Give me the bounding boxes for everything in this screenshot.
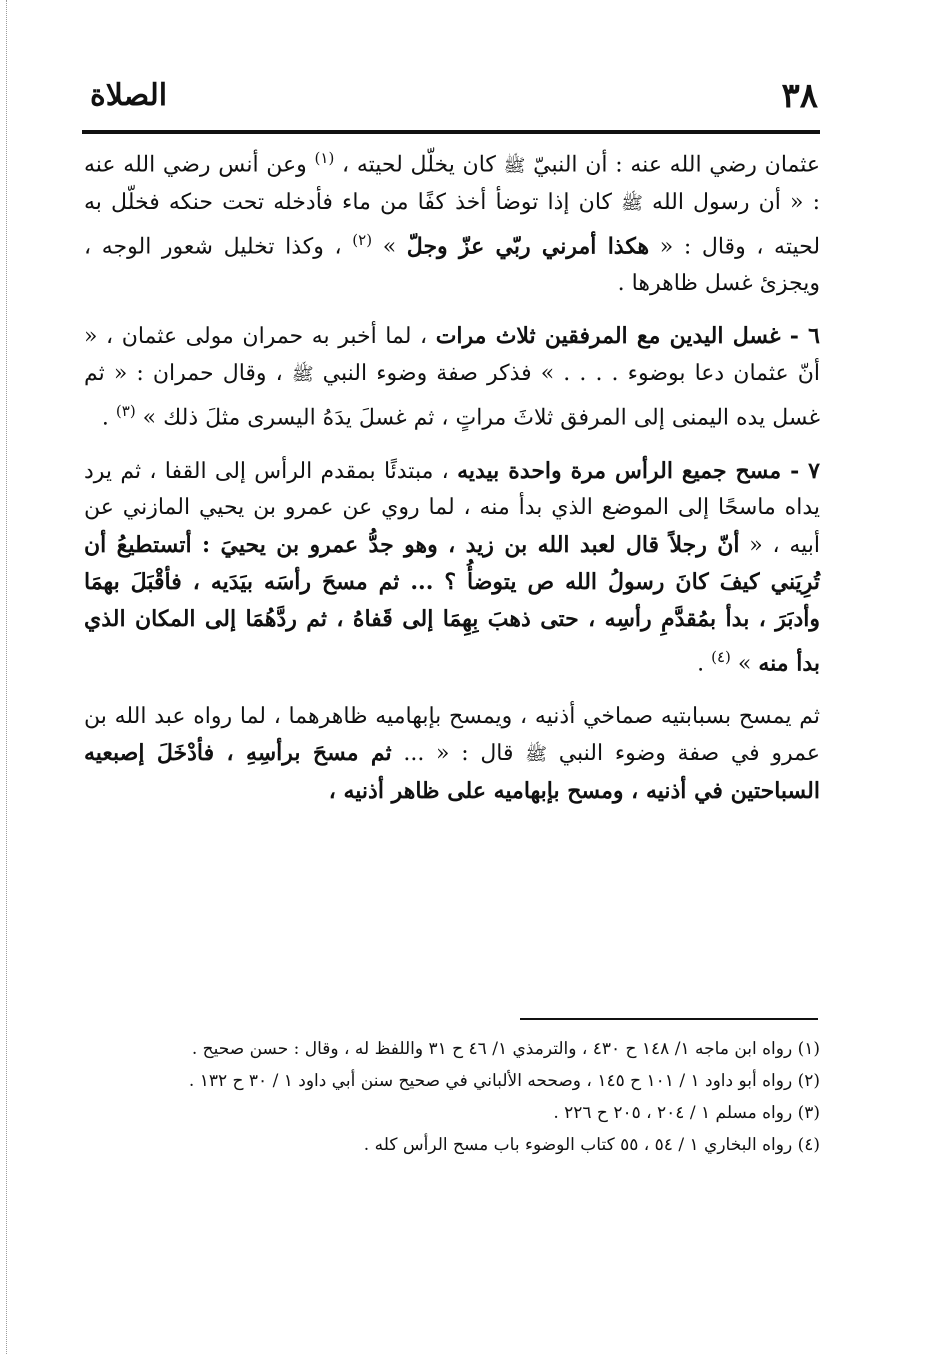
section-heading-7: ٧ - مسح جميع الرأس مرة واحدة بيديه	[457, 457, 820, 484]
paragraph-4	[84, 699, 820, 811]
text-run: وعن أنس رضي الله عنه : « أن رسول الله	[84, 152, 821, 215]
footnote-ref-2: (٢)	[352, 231, 373, 250]
footnote-ref-4: (٤)	[711, 647, 731, 666]
text-run: »	[737, 651, 752, 677]
main-text	[84, 140, 820, 811]
paragraph-2	[84, 318, 820, 437]
quoted-hadith: أنّ رجلاً قال لعبد الله بن زيد ، وهو جدُّ عمرو بن يحييَ : أتستطيعُ أن تُرِيَني كيفَ كانَ رسولُ الله ص يتوضأُ ؟ ... ثم مسحَ رأسَه بيَدَيه ، فأقْبَلَ بهمَا وأدبَرَ ، بدأ بمُقدَّمِ رأسِه ، حتى ذهبَ بِهِمَا إلى قَفاهُ ، ثم ردَّهُمَا إلى المكان الذي بدأ منه	[84, 531, 820, 677]
text-run: ، مبتدئًا بمقدم الرأس إلى القفا ، ثم يرد يداه ماسحًا إلى الموضع الذي بدأ منه ، لما روي عن عمرو بن يحيي المازني عن أبيه ، «	[84, 458, 820, 558]
footnote-4: (٤) رواه البخاري ١ / ٥٤ ، ٥٥ كتاب الوضوء باب مسح الرأس كله .	[363, 1135, 820, 1155]
salla-symbol: ﷺ	[525, 744, 547, 765]
text-run: عثمان رضي الله عنه : أن النبيّ	[533, 152, 821, 178]
text-run: كان يخلّل لحيته ،	[342, 152, 496, 178]
footnotes	[84, 1034, 820, 1162]
footnote-3: (٣) رواه مسلم ١ / ٢٠٤ ، ٢٠٥ ح ٢٢٦ .	[553, 1103, 820, 1123]
text-run: قال : « ...	[403, 741, 514, 766]
text-run: ، لما أخبر به حمران مولى عثمان ، « أنّ عثمان دعا بوضوء . . . . » فذكر صفة وضوء النبي	[84, 324, 820, 386]
text-run: ، وكذا تخليل شعور الوجه ، ويجزئ غسل ظاهرها .	[84, 234, 820, 296]
salla-symbol: ﷺ	[621, 192, 643, 214]
section-heading-6: ٦ - غسل اليدين مع المرفقين ثلاث مرات	[435, 323, 820, 350]
footnote-2: (٢) رواه أبو داود ١ / ١٠١ ح ١٤٥ ، وصححه الألباني في صحيح سنن أبي داود ١ / ٣٠ ح ١٣٢ .	[188, 1071, 820, 1091]
paragraph-1	[84, 140, 820, 302]
paragraph-3	[84, 453, 820, 683]
text-run: كان إذا توضأ أخذ كفًا من ماء فأدخله تحت حنكه فخلّل به لحيته ، وقال : «	[84, 189, 821, 260]
page-edge-dotted-line	[0, 0, 7, 1354]
page-header	[90, 74, 818, 130]
header-rule	[82, 130, 820, 134]
footnote-rule	[520, 1018, 818, 1020]
text-run: ، وقال حمران : « ثم غسل يده اليمنى إلى المرفق ثلاثَ مراتٍ ، ثم غسلَ يدَهُ اليسرى مثلَ ذلك »	[84, 360, 820, 431]
text-run: »	[382, 234, 397, 260]
footnote-ref-3: (٣)	[115, 402, 136, 421]
quoted-hadith: ثم مسحَ برأسِهِ ، فأدْخَلَ إصبعيه السباحتين في أذنيه ، ومسح بإبهاميه على ظاهر أذنيه ،	[84, 740, 820, 805]
text-run: ثم يمسح بسبابتيه صماخي أذنيه ، ويمسح بإبهاميه ظاهرهما ، لما رواه عبد الله بن عمرو في صفة وضوء النبي	[84, 703, 820, 766]
salla-symbol: ﷺ	[503, 155, 526, 177]
salla-symbol: ﷺ	[291, 363, 314, 385]
page-number: ٣٨	[781, 76, 818, 116]
quoted-hadith: هكذا أمرني ربّي عزّ وجلّ	[406, 233, 650, 260]
footnote-ref-1: (١)	[314, 149, 335, 167]
running-title: الصلاة	[90, 78, 168, 113]
text-run: .	[101, 405, 109, 431]
footnote-1: (١) رواه ابن ماجه ١/ ١٤٨ ح ٤٣٠ ، والترمذي ١/ ٤٦ ح ٣١ واللفظ له ، وقال : حسن صحيح .	[191, 1039, 820, 1059]
text-run: .	[697, 651, 705, 677]
